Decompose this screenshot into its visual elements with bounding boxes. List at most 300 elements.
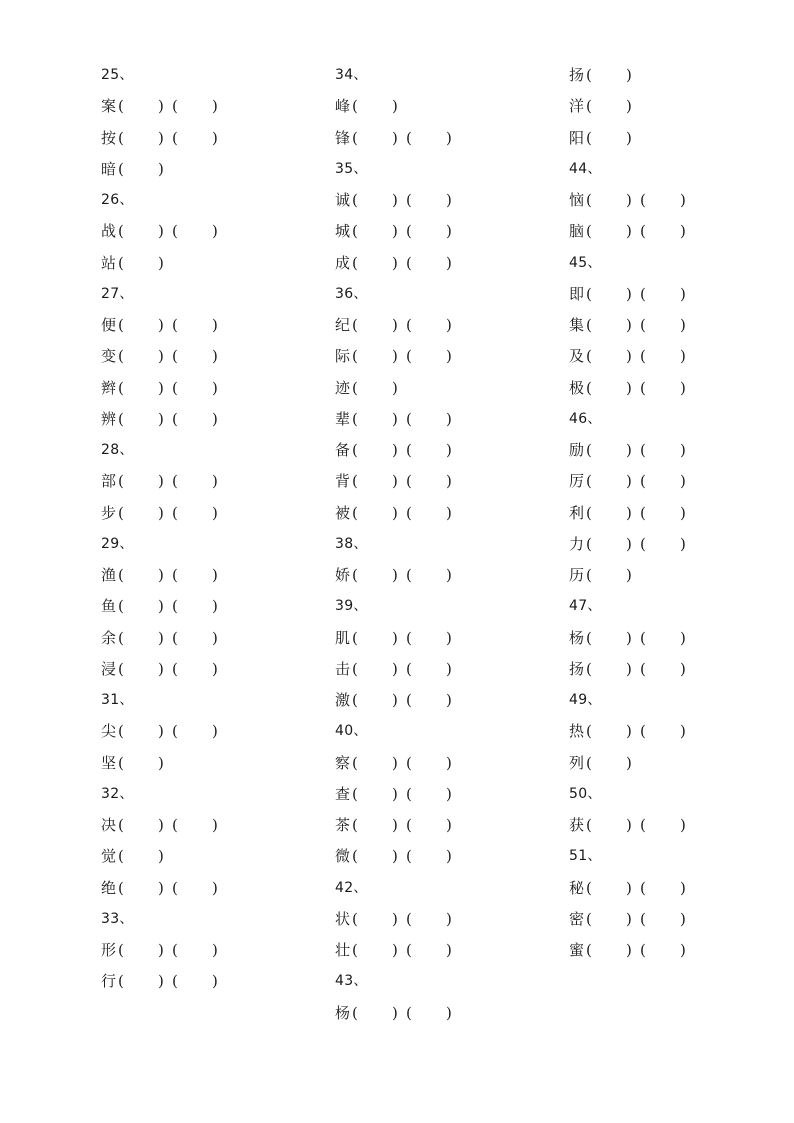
question-number <box>101 529 311 560</box>
question-number <box>569 248 779 279</box>
answer-blank[interactable] <box>406 810 460 841</box>
close-paren: ) <box>212 472 218 491</box>
answer-blank[interactable] <box>640 435 694 466</box>
answer-blank[interactable] <box>586 529 640 560</box>
answer-blank[interactable] <box>172 560 226 591</box>
character: 辫 <box>101 378 117 397</box>
answer-blank[interactable] <box>586 466 640 497</box>
open-paren: ( <box>586 284 592 303</box>
answer-blank[interactable] <box>118 966 172 997</box>
open-paren: ( <box>352 753 358 772</box>
character-entry <box>101 466 311 497</box>
character-entry <box>101 123 311 154</box>
character: 形 <box>101 941 117 959</box>
answer-blank[interactable] <box>352 91 406 122</box>
answer-blank[interactable] <box>118 873 172 904</box>
answer-blank[interactable] <box>172 91 226 122</box>
answer-blank[interactable] <box>352 435 406 466</box>
open-paren: ( <box>352 347 358 366</box>
answer-blank[interactable] <box>640 529 694 560</box>
answer-blank[interactable] <box>640 654 694 685</box>
open-paren: ( <box>172 972 178 991</box>
close-paren: ) <box>392 784 398 803</box>
answer-blank[interactable] <box>406 341 460 372</box>
character: 阳 <box>569 128 585 147</box>
open-paren: ( <box>640 378 646 397</box>
close-paren: ) <box>212 97 218 116</box>
character-entry <box>101 623 311 654</box>
answer-blank[interactable] <box>640 716 694 747</box>
close-paren: ) <box>680 316 686 334</box>
open-paren: ( <box>352 941 358 959</box>
character-entry <box>569 560 779 591</box>
question-number <box>569 404 779 435</box>
open-paren: ( <box>406 784 412 803</box>
answer-blank[interactable] <box>640 873 694 904</box>
answer-blank[interactable] <box>640 904 694 935</box>
answer-blank[interactable] <box>172 216 226 247</box>
character-entry <box>101 404 311 435</box>
answer-blank[interactable] <box>118 935 172 966</box>
close-paren: ) <box>392 97 398 116</box>
character-entry <box>569 185 779 216</box>
answer-blank[interactable] <box>586 373 640 404</box>
answer-blank[interactable] <box>352 841 406 872</box>
answer-blank[interactable] <box>118 591 172 622</box>
answer-blank[interactable] <box>640 341 694 372</box>
answer-blank[interactable] <box>172 810 226 841</box>
question-number-label: 29、 <box>101 535 134 552</box>
answer-blank[interactable] <box>352 904 406 935</box>
open-paren: ( <box>586 909 592 928</box>
character: 辈 <box>335 409 351 428</box>
answer-blank[interactable] <box>406 435 460 466</box>
answer-blank[interactable] <box>118 654 172 685</box>
close-paren: ) <box>212 659 218 678</box>
answer-blank[interactable] <box>352 623 406 654</box>
answer-blank[interactable] <box>352 654 406 685</box>
answer-blank[interactable] <box>172 654 226 685</box>
answer-blank[interactable] <box>352 310 406 341</box>
answer-blank[interactable] <box>352 123 406 154</box>
answer-blank[interactable] <box>640 810 694 841</box>
close-paren: ) <box>446 503 452 522</box>
character-entry <box>101 966 311 997</box>
answer-blank[interactable] <box>118 841 172 872</box>
answer-blank[interactable] <box>118 716 172 747</box>
open-paren: ( <box>640 722 646 741</box>
answer-blank[interactable] <box>352 498 406 529</box>
character-entry <box>101 498 311 529</box>
close-paren: ) <box>212 941 218 959</box>
close-paren: ) <box>680 941 686 959</box>
character: 肌 <box>335 628 351 647</box>
question-number <box>569 779 779 810</box>
close-paren: ) <box>680 878 686 897</box>
answer-blank[interactable] <box>172 466 226 497</box>
answer-blank[interactable] <box>586 91 640 122</box>
answer-blank[interactable] <box>118 341 172 372</box>
open-paren: ( <box>586 816 592 834</box>
answer-blank[interactable] <box>172 966 226 997</box>
close-paren: ) <box>392 128 398 147</box>
character: 力 <box>569 534 585 553</box>
character-entry <box>569 810 779 841</box>
character-entry <box>101 591 311 622</box>
open-paren: ( <box>640 316 646 334</box>
close-paren: ) <box>626 97 632 116</box>
answer-blank[interactable] <box>586 310 640 341</box>
close-paren: ) <box>212 347 218 366</box>
close-paren: ) <box>680 816 686 834</box>
character: 背 <box>335 472 351 491</box>
close-paren: ) <box>626 659 632 678</box>
answer-blank[interactable] <box>586 873 640 904</box>
answer-blank[interactable] <box>640 216 694 247</box>
open-paren: ( <box>640 347 646 366</box>
answer-blank[interactable] <box>172 716 226 747</box>
question-number-label: 46、 <box>569 410 602 427</box>
answer-blank[interactable] <box>406 404 460 435</box>
open-paren: ( <box>586 128 592 147</box>
character: 暗 <box>101 159 117 178</box>
answer-blank[interactable] <box>406 310 460 341</box>
character: 步 <box>101 503 117 522</box>
close-paren: ) <box>158 722 164 741</box>
question-number-label: 39、 <box>335 598 368 615</box>
character: 坚 <box>101 753 117 772</box>
close-paren: ) <box>212 128 218 147</box>
close-paren: ) <box>626 128 632 147</box>
question-number <box>335 279 545 310</box>
answer-blank[interactable] <box>406 748 460 779</box>
character: 成 <box>335 253 351 272</box>
open-paren: ( <box>118 159 124 178</box>
character-entry <box>335 373 545 404</box>
answer-blank[interactable] <box>406 998 460 1029</box>
answer-blank[interactable] <box>586 623 640 654</box>
close-paren: ) <box>158 566 164 584</box>
close-paren: ) <box>158 659 164 678</box>
answer-blank[interactable] <box>352 810 406 841</box>
close-paren: ) <box>446 784 452 803</box>
answer-blank[interactable] <box>640 185 694 216</box>
open-paren: ( <box>406 128 412 147</box>
answer-blank[interactable] <box>172 404 226 435</box>
answer-blank[interactable] <box>352 779 406 810</box>
question-number-label: 42、 <box>335 879 368 896</box>
answer-blank[interactable] <box>352 998 406 1029</box>
character: 部 <box>101 472 117 491</box>
close-paren: ) <box>626 284 632 303</box>
character-entry <box>335 998 545 1029</box>
open-paren: ( <box>172 128 178 147</box>
character-entry <box>569 341 779 372</box>
answer-blank[interactable] <box>640 466 694 497</box>
character: 案 <box>101 97 117 116</box>
close-paren: ) <box>212 597 218 616</box>
open-paren: ( <box>406 566 412 584</box>
character-entry <box>569 60 779 91</box>
question-number-label: 51、 <box>569 848 602 865</box>
answer-blank[interactable] <box>406 904 460 935</box>
answer-blank[interactable] <box>406 779 460 810</box>
character-entry <box>335 841 545 872</box>
open-paren: ( <box>352 316 358 334</box>
character: 列 <box>569 753 585 772</box>
column-3 <box>569 60 779 966</box>
answer-blank[interactable] <box>586 935 640 966</box>
answer-blank[interactable] <box>586 498 640 529</box>
close-paren: ) <box>392 378 398 397</box>
open-paren: ( <box>118 503 124 522</box>
answer-blank[interactable] <box>118 373 172 404</box>
answer-blank[interactable] <box>352 248 406 279</box>
answer-blank[interactable] <box>586 123 640 154</box>
answer-blank[interactable] <box>406 935 460 966</box>
character: 城 <box>335 222 351 241</box>
answer-blank[interactable] <box>406 185 460 216</box>
question-number <box>101 279 311 310</box>
open-paren: ( <box>406 409 412 428</box>
open-paren: ( <box>118 409 124 428</box>
answer-blank[interactable] <box>118 560 172 591</box>
open-paren: ( <box>352 191 358 209</box>
close-paren: ) <box>680 284 686 303</box>
answer-blank[interactable] <box>118 810 172 841</box>
answer-blank[interactable] <box>640 373 694 404</box>
close-paren: ) <box>212 409 218 428</box>
question-number-label: 34、 <box>335 67 368 83</box>
answer-blank[interactable] <box>586 216 640 247</box>
answer-blank[interactable] <box>406 123 460 154</box>
answer-blank[interactable] <box>118 91 172 122</box>
open-paren: ( <box>640 284 646 303</box>
answer-blank[interactable] <box>172 373 226 404</box>
answer-blank[interactable] <box>352 935 406 966</box>
open-paren: ( <box>586 97 592 116</box>
answer-blank[interactable] <box>406 248 460 279</box>
answer-blank[interactable] <box>118 466 172 497</box>
close-paren: ) <box>446 191 452 209</box>
character-entry <box>335 779 545 810</box>
answer-blank[interactable] <box>406 623 460 654</box>
answer-blank[interactable] <box>352 466 406 497</box>
open-paren: ( <box>172 941 178 959</box>
close-paren: ) <box>392 222 398 241</box>
character-entry <box>101 310 311 341</box>
close-paren: ) <box>158 847 164 866</box>
question-number <box>335 529 545 560</box>
close-paren: ) <box>392 1003 398 1022</box>
answer-blank[interactable] <box>118 404 172 435</box>
character-entry <box>101 935 311 966</box>
character-entry <box>569 529 779 560</box>
open-paren: ( <box>640 909 646 928</box>
answer-blank[interactable] <box>586 654 640 685</box>
character: 娇 <box>335 566 351 584</box>
answer-blank[interactable] <box>586 560 640 591</box>
question-number <box>335 873 545 904</box>
close-paren: ) <box>446 816 452 834</box>
close-paren: ) <box>212 222 218 241</box>
column-1 <box>101 60 311 998</box>
character: 状 <box>335 909 351 928</box>
open-paren: ( <box>172 316 178 334</box>
question-number-label: 40、 <box>335 723 368 740</box>
question-number-label: 31、 <box>101 692 134 708</box>
answer-blank[interactable] <box>172 123 226 154</box>
open-paren: ( <box>172 566 178 584</box>
close-paren: ) <box>626 941 632 959</box>
answer-blank[interactable] <box>640 935 694 966</box>
answer-blank[interactable] <box>172 341 226 372</box>
answer-blank[interactable] <box>640 623 694 654</box>
open-paren: ( <box>640 534 646 553</box>
character-entry <box>335 123 545 154</box>
answer-blank[interactable] <box>352 685 406 716</box>
answer-blank[interactable] <box>406 498 460 529</box>
close-paren: ) <box>392 409 398 428</box>
character: 历 <box>569 566 585 584</box>
answer-blank[interactable] <box>352 185 406 216</box>
answer-blank[interactable] <box>118 248 172 279</box>
close-paren: ) <box>446 659 452 678</box>
close-paren: ) <box>392 503 398 522</box>
answer-blank[interactable] <box>640 310 694 341</box>
answer-blank[interactable] <box>352 748 406 779</box>
answer-blank[interactable] <box>586 60 640 91</box>
answer-blank[interactable] <box>352 560 406 591</box>
close-paren: ) <box>392 191 398 209</box>
character-entry <box>335 623 545 654</box>
close-paren: ) <box>446 128 452 147</box>
answer-blank[interactable] <box>352 341 406 372</box>
answer-blank[interactable] <box>118 498 172 529</box>
open-paren: ( <box>640 878 646 897</box>
open-paren: ( <box>352 441 358 459</box>
question-number-label: 38、 <box>335 535 368 552</box>
open-paren: ( <box>352 409 358 428</box>
close-paren: ) <box>212 566 218 584</box>
character: 按 <box>101 128 117 147</box>
answer-blank[interactable] <box>586 279 640 310</box>
character: 迹 <box>335 378 351 397</box>
character: 即 <box>569 284 585 303</box>
open-paren: ( <box>118 97 124 116</box>
close-paren: ) <box>626 753 632 772</box>
answer-blank[interactable] <box>172 498 226 529</box>
answer-blank[interactable] <box>406 466 460 497</box>
answer-blank[interactable] <box>118 216 172 247</box>
question-number <box>569 154 779 185</box>
answer-blank[interactable] <box>586 748 640 779</box>
close-paren: ) <box>158 503 164 522</box>
open-paren: ( <box>118 253 124 272</box>
close-paren: ) <box>158 878 164 897</box>
question-number <box>335 60 545 91</box>
column-2 <box>335 60 545 1029</box>
close-paren: ) <box>446 909 452 928</box>
close-paren: ) <box>446 222 452 241</box>
answer-blank[interactable] <box>586 435 640 466</box>
answer-blank[interactable] <box>118 123 172 154</box>
answer-blank[interactable] <box>586 810 640 841</box>
character-entry <box>101 91 311 122</box>
answer-blank[interactable] <box>586 904 640 935</box>
close-paren: ) <box>446 847 452 866</box>
open-paren: ( <box>172 378 178 397</box>
character-entry <box>101 216 311 247</box>
open-paren: ( <box>586 534 592 553</box>
answer-blank[interactable] <box>172 591 226 622</box>
open-paren: ( <box>352 909 358 928</box>
character: 被 <box>335 503 351 522</box>
character: 查 <box>335 784 351 803</box>
answer-blank[interactable] <box>406 685 460 716</box>
open-paren: ( <box>586 66 592 84</box>
open-paren: ( <box>586 316 592 334</box>
answer-blank[interactable] <box>172 935 226 966</box>
answer-blank[interactable] <box>406 654 460 685</box>
answer-blank[interactable] <box>406 216 460 247</box>
answer-blank[interactable] <box>640 498 694 529</box>
close-paren: ) <box>158 253 164 272</box>
close-paren: ) <box>446 253 452 272</box>
character: 绝 <box>101 878 117 897</box>
character-entry <box>569 716 779 747</box>
question-number <box>335 591 545 622</box>
answer-blank[interactable] <box>172 873 226 904</box>
open-paren: ( <box>586 878 592 897</box>
question-number <box>569 685 779 716</box>
close-paren: ) <box>626 628 632 647</box>
question-number <box>335 966 545 997</box>
open-paren: ( <box>118 222 124 241</box>
answer-blank[interactable] <box>352 373 406 404</box>
character-entry <box>335 404 545 435</box>
close-paren: ) <box>392 628 398 647</box>
answer-blank[interactable] <box>406 841 460 872</box>
close-paren: ) <box>212 722 218 741</box>
answer-blank[interactable] <box>118 310 172 341</box>
answer-blank[interactable] <box>172 310 226 341</box>
open-paren: ( <box>406 941 412 959</box>
close-paren: ) <box>158 753 164 772</box>
open-paren: ( <box>352 378 358 397</box>
question-number-label: 49、 <box>569 692 602 708</box>
answer-blank[interactable] <box>172 623 226 654</box>
answer-blank[interactable] <box>586 341 640 372</box>
open-paren: ( <box>118 816 124 834</box>
open-paren: ( <box>586 222 592 241</box>
answer-blank[interactable] <box>586 185 640 216</box>
close-paren: ) <box>212 972 218 991</box>
open-paren: ( <box>406 691 412 709</box>
answer-blank[interactable] <box>352 216 406 247</box>
open-paren: ( <box>406 659 412 678</box>
character-entry <box>569 123 779 154</box>
answer-blank[interactable] <box>586 716 640 747</box>
answer-blank[interactable] <box>406 560 460 591</box>
answer-blank[interactable] <box>640 279 694 310</box>
character: 脑 <box>569 222 585 241</box>
answer-blank[interactable] <box>118 748 172 779</box>
answer-blank[interactable] <box>352 404 406 435</box>
answer-blank[interactable] <box>118 154 172 185</box>
character: 集 <box>569 316 585 334</box>
answer-blank[interactable] <box>118 623 172 654</box>
